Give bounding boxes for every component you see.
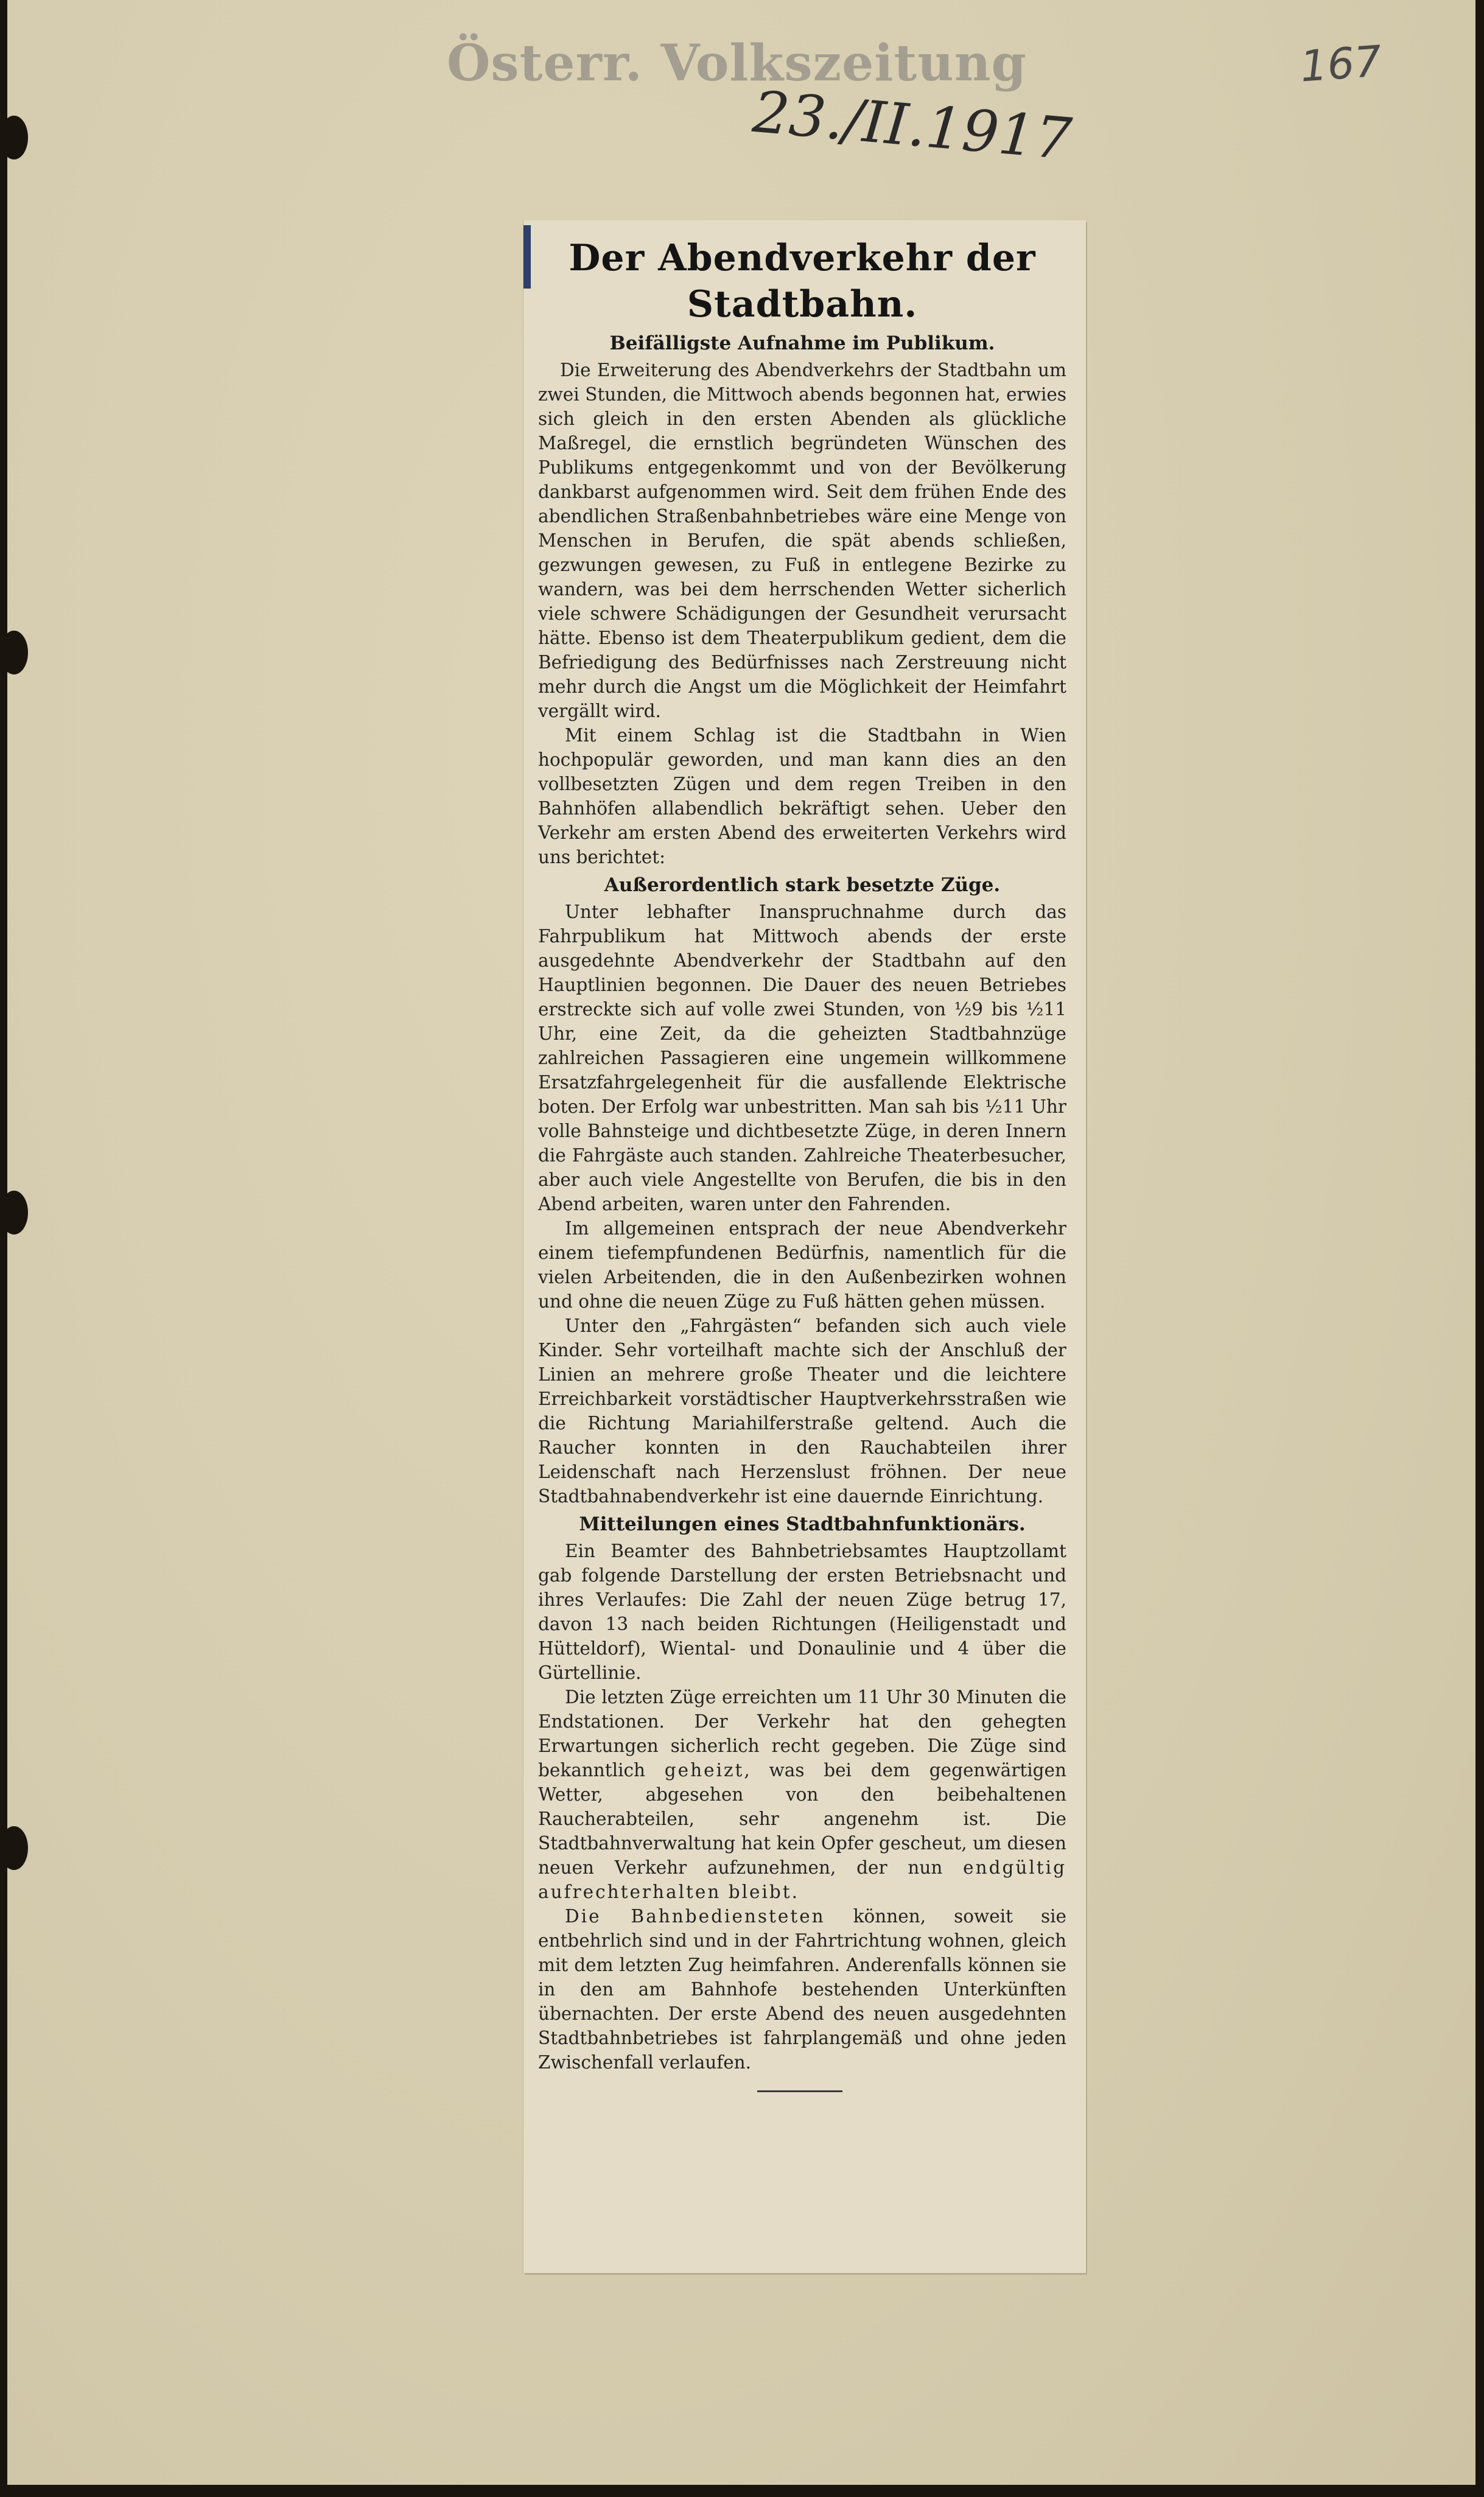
spaced-text: Die Bahnbediensteten <box>565 1906 825 1927</box>
archive-sheet <box>7 0 1475 2485</box>
newspaper-stamp: Österr. Volkszeitung <box>447 34 1027 93</box>
text-run: , was bei dem gegenwärtigen Wetter, abgesehen von den beibehaltenen Raucherabteilen, sehr angenehm ist. Die Stadtbahnverwaltung hat kein Opfer gescheut, um diesen neuen Verkehr aufzunehmen, der nun <box>538 1760 1066 1878</box>
section-subhead: Außerordentlich stark besetzte Züge. <box>604 874 1001 896</box>
punch-hole <box>0 631 28 674</box>
article-paragraph <box>538 1685 1066 1904</box>
section-subhead: Beifälligste Aufnahme im Publikum. <box>609 332 995 354</box>
text-run: können, soweit sie entbehrlich sind und in der Fahrtrichtung wohnen, gleich mit dem letzten Zug heimfahren. Anderenfalls können sie in den am Bahnhofe bestehenden Unterkünften übernachten. Der erste Abend des neuen ausgedehnten Stadtbahnbetriebes ist fahrplangemäß und ohne jeden Zwischenfall verlaufen. <box>538 1906 1066 2073</box>
article-paragraph: Die Erweiterung des Abendverkehrs der Stadtbahn um zwei Stunden, die Mittwoch abends begonnen hat, erwies sich gleich in den ersten Abenden als glückliche Maßregel, die ernstlich begründeten Wünschen des Publikums entgegenkommt und von der Bevölkerung dankbarst aufgenommen wird. Seit dem frühen Ende des abendlichen Straßenbahnbetriebes wäre eine Menge von Menschen in Berufen, die spät abends schließen, gezwungen gewesen, zu Fuß in entlegene Bezirke zu wandern, was bei dem herrschenden Wetter sicherlich viele schwere Schädigungen der Gesundheit verursacht hätte. Ebenso ist dem Theaterpublikum gedient, dem die Befriedigung des Bedürfnisses nach Zerstreuung nicht mehr durch die Angst um die Möglichkeit der Heimfahrt vergällt wird. <box>538 360 1066 721</box>
end-rule <box>757 2090 842 2092</box>
spaced-text: geheizt <box>664 1760 744 1781</box>
article-headline: Der Abendverkehr der Stadtbahn. <box>569 237 1036 326</box>
page-number: 167 <box>1298 36 1384 92</box>
article-paragraph: Im allgemeinen entsprach der neue Abendverkehr einem tiefempfundenen Bedürfnis, namentlich für die vielen Arbeitenden, die in den Außenbezirken wohnen und ohne die neuen Züge zu Fuß hätten gehen müssen. <box>538 1218 1066 1312</box>
text-run: Die letzten Züge erreichten um 11 Uhr 30 Minuten die Endstationen. Der Verkehr hat den gehegten Erwartungen sicherlich recht gegeben. Die Züge sind bekanntlich <box>538 1687 1066 1781</box>
article-body <box>538 230 1066 2092</box>
article-paragraph: Unter den „Fahrgästen“ befanden sich auch viele Kinder. Sehr vorteilhaft machte sich der Anschluß der Linien an mehrere große Theater und die leichtere Erreichbarkeit vorstädtischer Hauptverkehrsstraßen wie die Richtung Mariahilferstraße geltend. Auch die Raucher konnten in den Rauchabteilen ihrer Leidenschaft nach Herzenslust fröhnen. Der neue Stadtbahnabendverkehr ist eine dauernde Einrichtung. <box>538 1315 1066 1507</box>
article-paragraph <box>538 1904 1066 2075</box>
article-paragraph: Unter lebhafter Inanspruchnahme durch das Fahrpublikum hat Mittwoch abends der erste ausgedehnte Abendverkehr der Stadtbahn auf den Hauptlinien begonnen. Die Dauer des neuen Betriebes erstreckte sich auf volle zwei Stunden, von ½9 bis ½11 Uhr, eine Zeit, da die geheizten Stadtbahnzüge zahlreichen Passagieren eine ungemein willkommene Ersatzfahrgelegenheit für die ausfallende Elektrische boten. Der Erfolg war unbestritten. Man sah bis ½11 Uhr volle Bahnsteige und dichtbesetzte Züge, in deren Innern die Fahrgäste auch standen. Zahlreiche Theaterbesucher, aber auch viele Angestellte von Berufen, die bis in den Abend arbeiten, waren unter den Fahrenden. <box>538 902 1066 1214</box>
spaced-text: endgültig aufrechterhalten bleibt. <box>538 1857 1066 1902</box>
punch-hole <box>0 116 28 159</box>
newspaper-clipping <box>523 220 1086 2273</box>
article-paragraph: Mit einem Schlag ist die Stadtbahn in Wien hochpopulär geworden, und man kann dies an den vollbesetzten Zügen und dem regen Treiben in den Bahnhöfen allabendlich bekräftigt sehen. Ueber den Verkehr am ersten Abend des erweiterten Verkehrs wird uns berichtet: <box>538 725 1066 867</box>
clipping-edge-mark <box>523 225 531 289</box>
section-subhead: Mitteilungen eines Stadtbahnfunktionärs. <box>579 1513 1026 1535</box>
punch-hole <box>0 1826 28 1870</box>
article-paragraph: Ein Beamter des Bahnbetriebsamtes Hauptzollamt gab folgende Darstellung der ersten Betriebsnacht und ihres Verlaufes: Die Zahl der neuen Züge betrug 17, davon 13 nach beiden Richtungen (Heiligenstadt und Hütteldorf), Wiental- und Donaulinie und 4 über die Gürtellinie. <box>538 1541 1066 1683</box>
punch-hole <box>0 1191 28 1234</box>
handwritten-date: 23./II.1917 <box>750 79 1074 173</box>
